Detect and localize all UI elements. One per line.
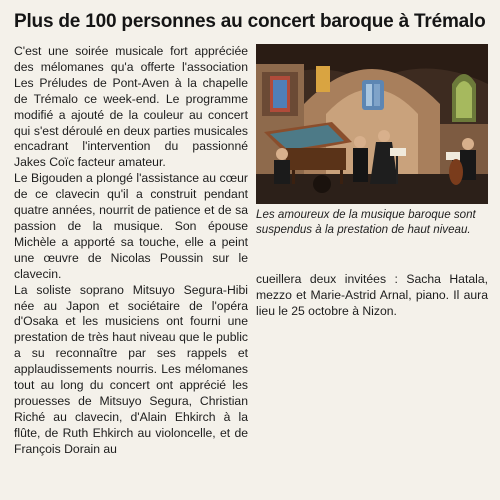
paragraph-harpsichord: Le Bigouden a plongé l'assistance au cœur de ce clavecin qu'il a construit pendant quatre années, nourrit de patience et de sa passion de la musique. Son épouse Michèle a apporté sa touche, elle a peint une œuvre de Nicolas Poussin sur le clavecin.: [14, 171, 248, 281]
photo-caption: Les amoureux de la musique baroque sont suspendus à la prestation de haut niveau.: [256, 208, 476, 236]
article-body-left-column: [14, 44, 248, 458]
paragraph-intro: C'est une soirée musicale fort appréciée des mélomanes qu'a offerte l'association Les Préludes de Pont-Aven à la chapelle de Trémalo ce week-end. Le programme modifié a ajouté de la couleur au concert qui s'est déroulé en deux parties musicales encadrant l'intervention du passionné Jakes Coïc facteur amateur.: [14, 44, 248, 170]
article-body-right-column: [256, 272, 488, 320]
paragraph-soloist: La soliste soprano Mitsuyo Segura-Hibi née au Japon et sociétaire de l'opéra d'Osaka et les musiciens ont fourni une prestation de très haut niveau que le public a su reconnaître par ses rappels et applaudissements nourris. Les mélomanes tout au long du concert ont apprécié les prouesses de Mitsuyo Segura, Christian Riché au clavecin, d'Alain Ehkirch à la flûte, de Ruth Ehkirch au violoncelle, et de François Dorain au: [14, 282, 248, 456]
article-headline: Plus de 100 personnes au concert baroque à Trémalo: [14, 11, 486, 32]
concert-photo: [256, 44, 488, 204]
paragraph-continuation: cueillera deux invitées : Sacha Hatala, mezzo et Marie-Astrid Arnal, piano. Il aura lieu le 25 octobre à Nizon.: [256, 272, 488, 318]
